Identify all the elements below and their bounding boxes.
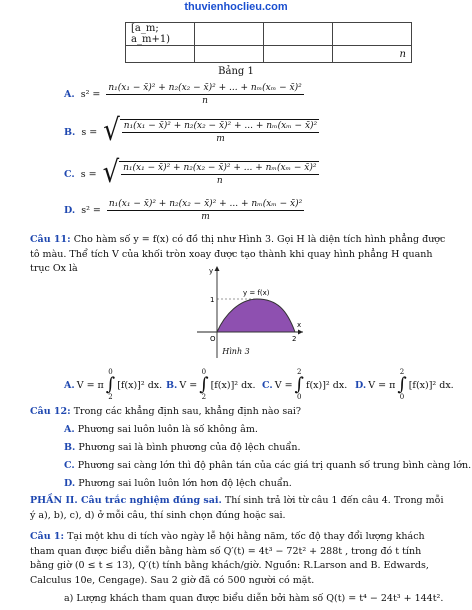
table-caption: Bảng 1 [218,66,254,77]
sqrt-symbol: √ $\frac{\text{n₁(x₁ − x̄)² + n₂(x₂ − x̄)² + ... + nₘ(xₘ − x̄)²}}{m}$ [103,113,318,149]
question-number: Câu 12: [30,406,71,417]
option-label: C. [262,379,273,391]
question-text: Trong các khẳng định sau, khẳng định nào sai? [73,406,302,417]
option-label: C. [64,460,75,471]
option-text: Phương sai là bình phương của độ lệch chuẩn. [78,442,301,453]
shaded-region [217,299,295,332]
lower-limit: 2 [201,393,207,401]
figure-3-graph [195,262,307,360]
answer-prefix: V = π [76,379,104,391]
fraction-numerator: n₁(x₁ − x̄)² + n₂(x₂ − x̄)² + ... + nₘ(xₘ − x̄)² [123,163,317,173]
tick-label-1: 1 [210,296,215,304]
question-12 [30,405,446,420]
fraction-denominator: m [201,212,210,222]
answer-c[interactable] [262,368,347,402]
question-number: Câu 1: [30,531,65,542]
integral-sign: 2 ∫ 0 [397,368,407,401]
formula-lhs: s² = [81,205,101,216]
option-text: Phương sai luôn luôn là số không âm. [77,424,258,435]
integrand: [f(x)]² dx. [408,379,454,391]
x-axis-arrow-icon [298,330,303,335]
upper-limit: 2 [399,368,405,376]
upper-limit: 0 [201,368,207,376]
x-axis-label: x [297,321,302,329]
table-cell: [a_m; a_m+1) [126,23,195,46]
answer-prefix: V = [179,379,198,391]
answer-d[interactable] [355,368,454,402]
option-a[interactable] [64,82,304,107]
option-d[interactable] [64,478,292,489]
option-label: D. [355,379,367,391]
formula-lhs: s = [81,126,98,138]
y-axis-arrow-icon [215,266,220,271]
option-label: D. [64,478,76,489]
option-label: C. [64,168,75,180]
y-axis-label: y [209,267,214,275]
origin-label: O [210,335,216,343]
fraction-denominator: n [216,176,223,186]
formula-lhs: s² = [80,89,101,100]
figure-caption: Hình 3 [222,347,250,356]
table-cell [264,46,333,63]
option-c[interactable] [64,460,471,471]
question-text: Cho hàm số y = f(x) có đồ thị như Hình 3. Gọi H là diện tích hình phẳng được tô màu. Thể tích V của khối tròn xoay được tạo thành khi quay hình phẳng H quanh trục Ox là [30,234,446,274]
integrand: f(x)]² dx. [305,379,348,391]
variance-fraction [121,162,318,187]
part-2-header [30,494,446,523]
option-label: A. [64,424,75,435]
part-title: PHẦN II. Câu trắc nghiệm đúng sai. [30,495,222,506]
option-b[interactable] [64,442,300,453]
tick-label-2: 2 [292,335,297,343]
frequency-table [125,22,412,63]
fraction-numerator: n₁(x₁ − x̄)² + n₂(x₂ − x̄)² + ... + nₘ(xₘ − x̄)² [108,199,303,209]
answer-prefix: V = [274,379,293,391]
lower-limit: 2 [108,393,113,401]
option-text: Phương sai càng lớn thì độ phân tán của các giá trị quanh số trung bình càng lớn. [77,460,472,471]
integrand: [f(x)]² dx. [210,379,256,391]
lower-limit: 0 [399,393,405,401]
option-text: Phương sai luôn luôn lớn hơn độ lệch chuẩn. [78,478,292,489]
table-cell [195,46,264,63]
statement-a[interactable]: a) Lượng khách tham quan được biểu diễn bởi hàm số Q(t) = t⁴ − 24t³ + 144t². [64,593,444,604]
curve-label: y = f(x) [243,289,270,297]
option-label: B. [166,379,178,391]
upper-limit: 2 [297,368,302,376]
question-1 [30,530,446,588]
option-label: B. [64,442,76,453]
option-label: B. [64,126,76,138]
option-c[interactable] [64,155,319,191]
part-instructions: Thí sinh trả lời từ câu 1 đến câu 4. Trong mỗi ý a), b), c), d) ở mỗi câu, thí sinh chọn đúng hoặc sai. [30,495,444,521]
answer-prefix: V = π [368,379,396,391]
answer-b[interactable] [166,368,256,402]
integral-sign: 2 ∫ 0 [294,368,304,401]
table-row [126,46,412,63]
option-label: A. [64,379,75,391]
table-cell [195,23,264,46]
fraction-denominator: m [216,134,225,144]
upper-limit: 0 [108,368,113,376]
variance-fraction [107,198,304,223]
variance-fraction [122,120,319,145]
option-d[interactable] [64,198,304,223]
formula-lhs: s = [80,168,97,180]
variance-fraction [106,82,303,107]
fraction-numerator: n₁(x₁ − x̄)² + n₂(x₂ − x̄)² + ... + nₘ(xₘ − x̄)² [123,121,318,131]
question-number: Câu 11: [30,234,71,245]
option-a[interactable] [64,424,258,435]
option-b[interactable] [64,113,319,149]
sqrt-symbol: √ $\frac{\text{n₁(x₁ − x̄)² + n₂(x₂ − x̄)² + ... + nₘ(xₘ − x̄)²}}{n}$ [102,155,317,191]
lower-limit: 0 [297,393,302,401]
fraction-denominator: n [202,96,208,106]
table-cell [264,23,333,46]
fraction-numerator: n₁(x₁ − x̄)² + n₂(x₂ − x̄)² + ... + nₘ(xₘ − x̄)² [108,83,302,93]
site-watermark: thuvienhoclieu.com [184,1,288,13]
table-cell: n [333,46,412,63]
answer-a[interactable] [64,368,162,402]
table-row [126,23,412,46]
table-cell [126,46,195,63]
option-label: D. [64,205,76,216]
option-label: A. [64,89,75,100]
integral-sign: 0 ∫ 2 [199,368,209,401]
question-text: Tại một khu di tích vào ngày lễ hội hằng năm, tốc độ thay đổi lượng khách tham quan được biểu diễn bằng hàm số Q′(t) = 4t³ − 72t² + 288t , trong đó t tính bằng giờ (0 ≤ t ≤ 13), Q′(t) tính bằng khách/giờ. Nguồn: R.Larson and B. Edwards, Calculus 10e, Cengage). Sau 2 giờ đã có 500 người có mặt. [30,531,429,586]
integral-sign: 0 ∫ 2 [105,368,116,401]
integrand: [f(x)]² dx. [117,379,163,391]
table-cell [333,23,412,46]
